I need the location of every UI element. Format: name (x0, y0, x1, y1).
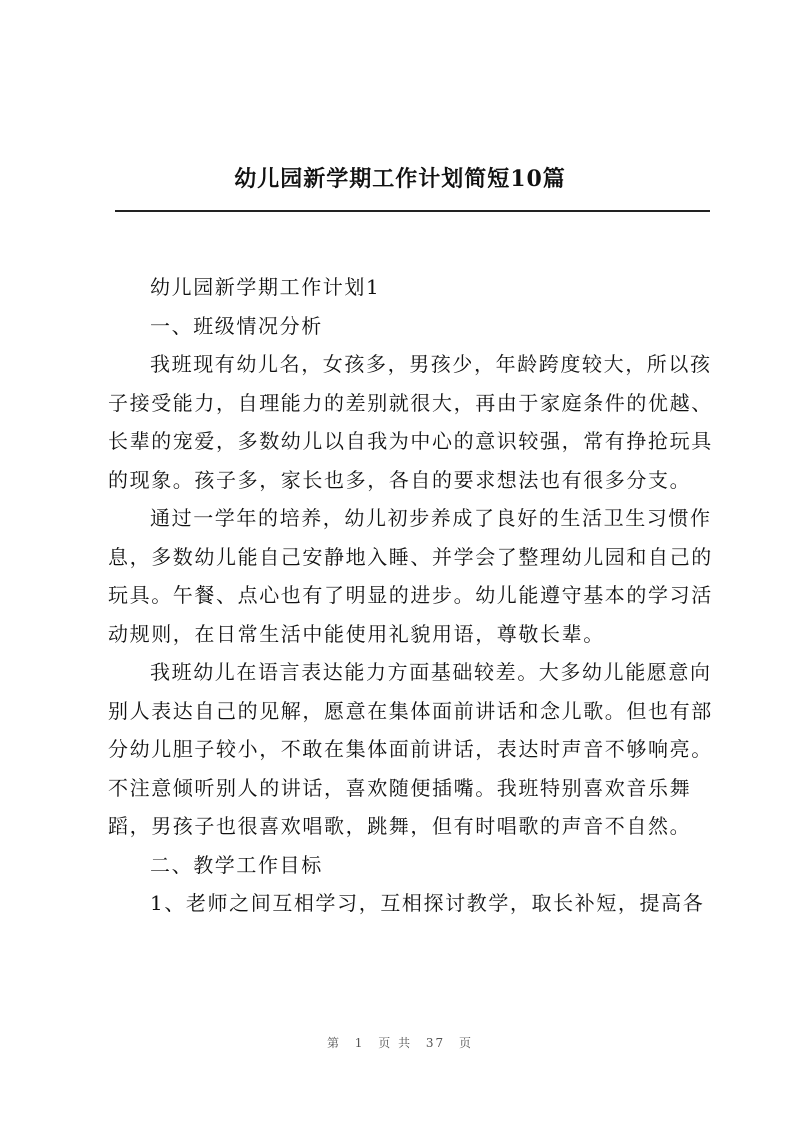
paragraph-line: 息，多数幼儿能自己安静地入睡、并学会了整理幼儿园和自己的 (108, 544, 713, 569)
document-title: 幼儿园新学期工作计划简短10篇 (234, 166, 566, 192)
paragraph-line: 蹈，男孩子也很喜欢唱歌，跳舞，但有时唱歌的声音不自然。 (108, 814, 692, 838)
page-footer (0, 1034, 800, 1051)
paragraph-line: 我班幼儿在语言表达能力方面基础较差。大多幼儿能愿意向 (150, 660, 712, 684)
page-suffix: 页 (459, 1036, 474, 1050)
page-number: 1 (354, 1036, 365, 1050)
paragraph-line: 不注意倾听别人的讲话，喜欢随便插嘴。我班特别喜欢音乐舞 (108, 775, 692, 800)
paragraph-line: 通过一学年的培养，幼儿初步养成了良好的生活卫生习惯作 (150, 506, 712, 530)
paragraph-line: 动规则，在日常生活中能使用礼貌用语，尊敬长辈。 (108, 621, 605, 646)
page-label: 第 (326, 1036, 341, 1050)
total-pages: 37 (425, 1036, 446, 1050)
title-divider (115, 210, 710, 212)
list-item: 1、老师之间互相学习，互相探讨教学，取长补短，提高各 (150, 891, 705, 915)
document-body (108, 268, 713, 923)
subsection-heading: 二、教学工作目标 (150, 852, 323, 877)
paragraph-line: 长辈的宠爱，多数幼儿以自我为中心的意识较强，常有挣抢玩具 (108, 429, 713, 453)
subsection-heading: 一、班级情况分析 (150, 313, 323, 338)
paragraph-line: 别人表达自己的见解，愿意在集体面前讲话和念儿歌。但也有部 (108, 698, 713, 723)
paragraph-line: 分幼儿胆子较小，不敢在集体面前讲话，表达时声音不够响亮。 (108, 737, 713, 761)
total-label: 页 共 (378, 1036, 413, 1050)
paragraph-line: 我班现有幼儿名，女孩多，男孩少，年龄跨度较大，所以孩 (150, 352, 712, 376)
paragraph-line: 子接受能力，自理能力的差别就很大，再由于家庭条件的优越、 (108, 390, 713, 415)
paragraph-line: 玩具。午餐、点心也有了明显的进步。幼儿能遵守基本的学习活 (108, 583, 713, 607)
section-heading: 幼儿园新学期工作计划1 (150, 275, 381, 299)
paragraph-line: 的现象。孩子多，家长也多，各自的要求想法也有很多分支。 (108, 467, 692, 492)
